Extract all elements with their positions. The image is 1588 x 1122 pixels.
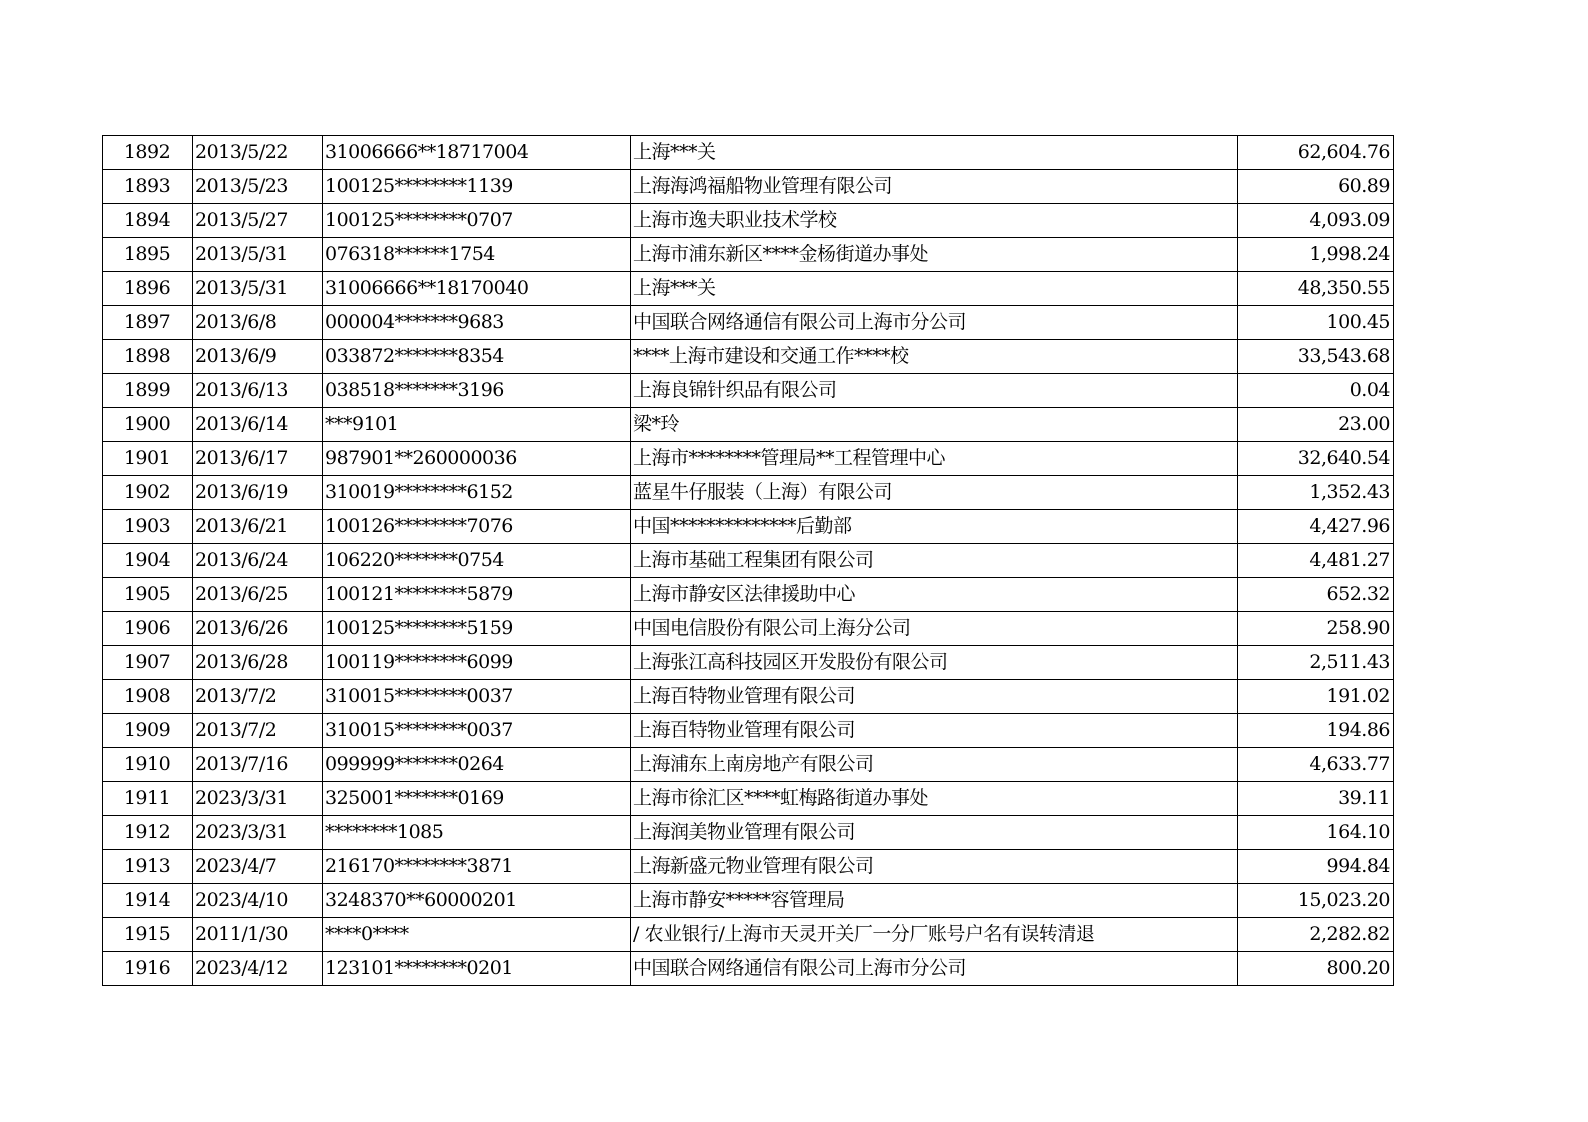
cell-amount: 1,998.24: [1238, 238, 1394, 272]
cell-account-name: 上海市基础工程集团有限公司: [631, 544, 1238, 578]
cell-account-name: 上海百特物业管理有限公司: [631, 714, 1238, 748]
cell-serial-number: 1902: [103, 476, 193, 510]
cell-serial-number: 1895: [103, 238, 193, 272]
cell-account-number: 106220*******0754: [323, 544, 631, 578]
table-row: [103, 884, 1394, 918]
cell-serial-number: 1894: [103, 204, 193, 238]
cell-serial-number: 1899: [103, 374, 193, 408]
cell-date: 2023/4/10: [193, 884, 323, 918]
cell-date: 2013/6/25: [193, 578, 323, 612]
cell-account-name: 中国联合网络通信有限公司上海市分公司: [631, 306, 1238, 340]
cell-account-name: 中国**************后勤部: [631, 510, 1238, 544]
cell-serial-number: 1900: [103, 408, 193, 442]
cell-account-number: 033872*******8354: [323, 340, 631, 374]
table-row: [103, 612, 1394, 646]
cell-account-name: 上海新盛元物业管理有限公司: [631, 850, 1238, 884]
table-row: [103, 578, 1394, 612]
cell-serial-number: 1914: [103, 884, 193, 918]
cell-serial-number: 1911: [103, 782, 193, 816]
table-row: [103, 850, 1394, 884]
cell-amount: 15,023.20: [1238, 884, 1394, 918]
cell-account-number: 31006666**18170040: [323, 272, 631, 306]
cell-date: 2013/5/31: [193, 238, 323, 272]
table-row: [103, 680, 1394, 714]
records-table-body: [103, 136, 1394, 986]
table-row: [103, 238, 1394, 272]
cell-serial-number: 1903: [103, 510, 193, 544]
cell-account-number: 100126********7076: [323, 510, 631, 544]
cell-account-name: 中国联合网络通信有限公司上海市分公司: [631, 952, 1238, 986]
cell-account-name: 上海市浦东新区****金杨街道办事处: [631, 238, 1238, 272]
cell-serial-number: 1916: [103, 952, 193, 986]
cell-amount: 32,640.54: [1238, 442, 1394, 476]
cell-account-name: 上海市静安区法律援助中心: [631, 578, 1238, 612]
cell-date: 2013/6/17: [193, 442, 323, 476]
cell-amount: 100.45: [1238, 306, 1394, 340]
cell-date: 2023/4/7: [193, 850, 323, 884]
table-row: [103, 952, 1394, 986]
cell-amount: 48,350.55: [1238, 272, 1394, 306]
cell-serial-number: 1897: [103, 306, 193, 340]
cell-account-name: 梁*玲: [631, 408, 1238, 442]
cell-amount: 194.86: [1238, 714, 1394, 748]
cell-amount: 800.20: [1238, 952, 1394, 986]
cell-account-number: 100119********6099: [323, 646, 631, 680]
cell-date: 2013/6/26: [193, 612, 323, 646]
cell-account-number: ********1085: [323, 816, 631, 850]
cell-date: 2023/4/12: [193, 952, 323, 986]
cell-date: 2023/3/31: [193, 816, 323, 850]
cell-serial-number: 1898: [103, 340, 193, 374]
table-row: [103, 714, 1394, 748]
cell-account-name: 中国电信股份有限公司上海分公司: [631, 612, 1238, 646]
cell-account-name: 上海市********管理局**工程管理中心: [631, 442, 1238, 476]
cell-account-number: 000004*******9683: [323, 306, 631, 340]
table-row: [103, 340, 1394, 374]
cell-serial-number: 1910: [103, 748, 193, 782]
cell-account-number: 310019********6152: [323, 476, 631, 510]
cell-account-name: 上海润美物业管理有限公司: [631, 816, 1238, 850]
records-table: [102, 135, 1394, 986]
cell-date: 2013/6/13: [193, 374, 323, 408]
cell-amount: 60.89: [1238, 170, 1394, 204]
cell-amount: 4,481.27: [1238, 544, 1394, 578]
table-row: [103, 272, 1394, 306]
table-row: [103, 170, 1394, 204]
table-row: [103, 816, 1394, 850]
cell-serial-number: 1896: [103, 272, 193, 306]
table-row: [103, 748, 1394, 782]
cell-serial-number: 1908: [103, 680, 193, 714]
cell-serial-number: 1892: [103, 136, 193, 170]
cell-amount: 652.32: [1238, 578, 1394, 612]
cell-date: 2013/6/9: [193, 340, 323, 374]
cell-date: 2013/7/16: [193, 748, 323, 782]
cell-date: 2013/6/14: [193, 408, 323, 442]
cell-account-number: 3248370**60000201: [323, 884, 631, 918]
table-row: [103, 408, 1394, 442]
cell-amount: 2,282.82: [1238, 918, 1394, 952]
cell-account-number: 216170********3871: [323, 850, 631, 884]
cell-account-name: 上海市逸夫职业技术学校: [631, 204, 1238, 238]
cell-date: 2013/6/24: [193, 544, 323, 578]
cell-serial-number: 1909: [103, 714, 193, 748]
table-row: [103, 510, 1394, 544]
cell-amount: 0.04: [1238, 374, 1394, 408]
table-row: [103, 306, 1394, 340]
cell-date: 2013/6/21: [193, 510, 323, 544]
cell-account-name: 上海***关: [631, 272, 1238, 306]
cell-amount: 1,352.43: [1238, 476, 1394, 510]
cell-amount: 62,604.76: [1238, 136, 1394, 170]
table-row: [103, 646, 1394, 680]
cell-account-name: / 农业银行/上海市天灵开关厂一分厂账号户名有误转清退: [631, 918, 1238, 952]
table-row: [103, 204, 1394, 238]
cell-account-name: 上海海鸿福船物业管理有限公司: [631, 170, 1238, 204]
cell-serial-number: 1893: [103, 170, 193, 204]
table-row: [103, 544, 1394, 578]
table-row: [103, 136, 1394, 170]
cell-date: 2013/7/2: [193, 714, 323, 748]
cell-account-number: 099999*******0264: [323, 748, 631, 782]
cell-amount: 164.10: [1238, 816, 1394, 850]
cell-account-name: 上海市静安*****容管理局: [631, 884, 1238, 918]
cell-date: 2023/3/31: [193, 782, 323, 816]
cell-account-name: 上海良锦针织品有限公司: [631, 374, 1238, 408]
cell-date: 2013/6/8: [193, 306, 323, 340]
cell-date: 2013/5/31: [193, 272, 323, 306]
table-row: [103, 782, 1394, 816]
cell-account-name: ****上海市建设和交通工作****校: [631, 340, 1238, 374]
cell-serial-number: 1906: [103, 612, 193, 646]
cell-serial-number: 1915: [103, 918, 193, 952]
cell-serial-number: 1901: [103, 442, 193, 476]
cell-account-number: 100125********1139: [323, 170, 631, 204]
cell-account-number: 100125********5159: [323, 612, 631, 646]
cell-account-number: ***9101: [323, 408, 631, 442]
cell-amount: 39.11: [1238, 782, 1394, 816]
cell-account-name: 上海***关: [631, 136, 1238, 170]
cell-date: 2013/5/22: [193, 136, 323, 170]
cell-account-number: 987901**260000036: [323, 442, 631, 476]
cell-amount: 23.00: [1238, 408, 1394, 442]
cell-account-number: ****0****: [323, 918, 631, 952]
cell-serial-number: 1907: [103, 646, 193, 680]
cell-account-name: 上海张江高科技园区开发股份有限公司: [631, 646, 1238, 680]
cell-amount: 4,093.09: [1238, 204, 1394, 238]
cell-date: 2013/5/27: [193, 204, 323, 238]
cell-account-number: 325001*******0169: [323, 782, 631, 816]
cell-account-number: 100121********5879: [323, 578, 631, 612]
cell-account-number: 310015********0037: [323, 714, 631, 748]
cell-date: 2013/7/2: [193, 680, 323, 714]
cell-account-number: 31006666**18717004: [323, 136, 631, 170]
cell-serial-number: 1912: [103, 816, 193, 850]
cell-amount: 4,633.77: [1238, 748, 1394, 782]
cell-account-name: 上海百特物业管理有限公司: [631, 680, 1238, 714]
cell-amount: 4,427.96: [1238, 510, 1394, 544]
table-row: [103, 374, 1394, 408]
cell-amount: 2,511.43: [1238, 646, 1394, 680]
cell-date: 2013/6/19: [193, 476, 323, 510]
cell-account-name: 蓝星牛仔服装（上海）有限公司: [631, 476, 1238, 510]
cell-serial-number: 1913: [103, 850, 193, 884]
cell-serial-number: 1904: [103, 544, 193, 578]
table-row: [103, 476, 1394, 510]
cell-date: 2013/6/28: [193, 646, 323, 680]
cell-account-number: 310015********0037: [323, 680, 631, 714]
cell-amount: 994.84: [1238, 850, 1394, 884]
cell-account-number: 038518*******3196: [323, 374, 631, 408]
cell-account-name: 上海浦东上南房地产有限公司: [631, 748, 1238, 782]
table-row: [103, 918, 1394, 952]
cell-serial-number: 1905: [103, 578, 193, 612]
cell-account-number: 100125********0707: [323, 204, 631, 238]
cell-amount: 191.02: [1238, 680, 1394, 714]
cell-amount: 258.90: [1238, 612, 1394, 646]
cell-account-number: 076318******1754: [323, 238, 631, 272]
cell-date: 2011/1/30: [193, 918, 323, 952]
cell-amount: 33,543.68: [1238, 340, 1394, 374]
cell-account-number: 123101********0201: [323, 952, 631, 986]
table-row: [103, 442, 1394, 476]
cell-account-name: 上海市徐汇区****虹梅路街道办事处: [631, 782, 1238, 816]
cell-date: 2013/5/23: [193, 170, 323, 204]
